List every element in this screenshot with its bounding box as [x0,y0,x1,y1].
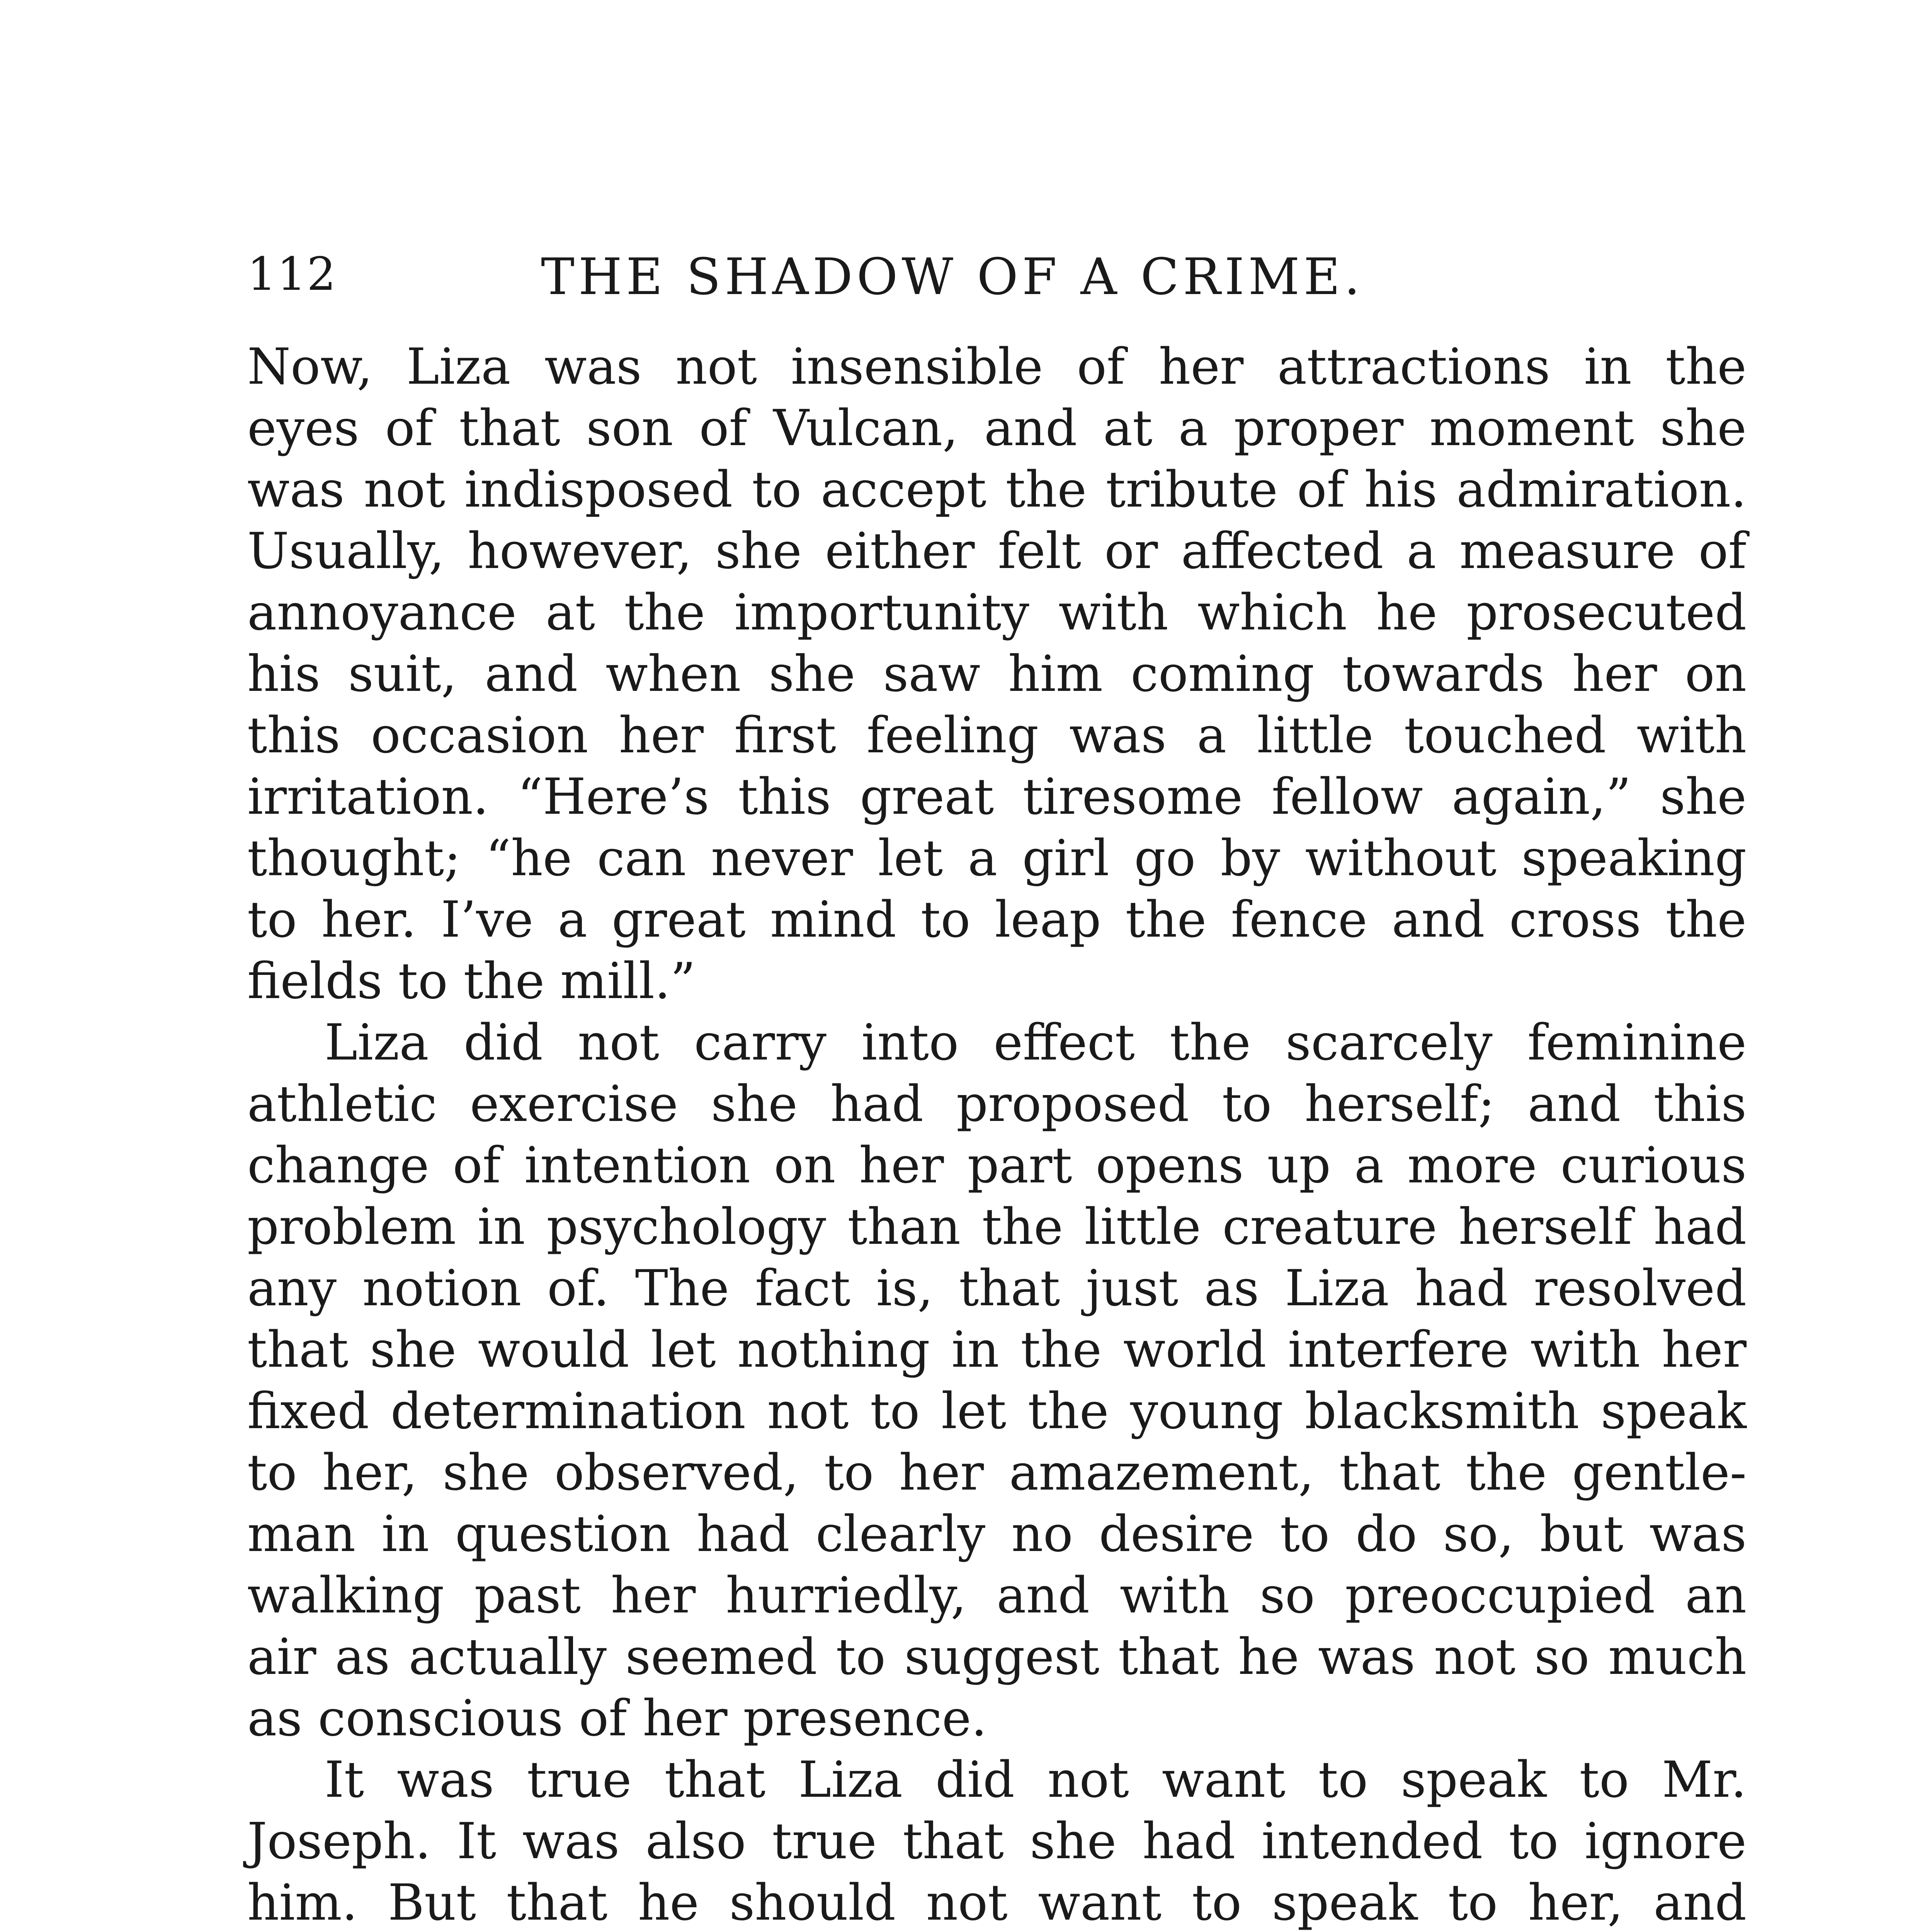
text-line: air as actually seemed to suggest that he was not so much [247,1628,1747,1686]
text-line: Liza did not carry into effect the scarcely feminine [325,1014,1747,1071]
text-line: annoyance at the importunity with which he prosecuted [247,584,1747,641]
running-title: THE SHADOW OF A CRIME. [541,247,1364,306]
text-line: his suit, and when she saw him coming towards her on [247,645,1747,703]
page-number: 112 [247,247,337,301]
text-line: Usually, however, she either felt or affected a measure of [247,522,1747,580]
text-line: change of intention on her part opens up a more curious [247,1137,1747,1194]
text-line: to her. I’ve a great mind to leap the fence and cross the [247,891,1747,949]
text-line: irritation. “Here’s this great tiresome fellow again,” she [247,768,1747,826]
text-line: him. But that he should not want to speak to her, and [247,1874,1747,1932]
text-line: that she would let nothing in the world interfere with her [247,1321,1747,1379]
text-line: as conscious of her presence. [247,1690,987,1747]
text-line: Now, Liza was not insensible of her attractions in the [247,338,1747,396]
text-line: was not indisposed to accept the tribute of his admiration. [247,461,1747,519]
text-line: problem in psychology than the little creature herself had [247,1198,1747,1256]
text-line: fixed determination not to let the young blacksmith speak [247,1383,1747,1440]
text-line: any notion of. The fact is, that just as Liza had resolved [247,1260,1747,1317]
text-line: fields to the mill.” [247,952,696,1010]
text-line: Joseph. It was also true that she had intended to ignore [247,1813,1747,1870]
text-line: athletic exercise she had proposed to herself; and this [247,1075,1747,1133]
text-line: eyes of that son of Vulcan, and at a proper moment she [247,400,1747,457]
text-line: It was true that Liza did not want to speak to Mr. [325,1751,1747,1809]
text-line: walking past her hurriedly, and with so preoccupied an [247,1567,1747,1624]
text-line: to her, she observed, to her amazement, that the gentle- [247,1444,1747,1502]
text-line: thought; “he can never let a girl go by without speaking [247,830,1747,887]
text-line: this occasion her first feeling was a little touched with [247,707,1747,764]
page-header [247,240,1747,317]
text-line: man in question had clearly no desire to do so, but was [247,1505,1747,1563]
body-text [247,336,1747,1932]
